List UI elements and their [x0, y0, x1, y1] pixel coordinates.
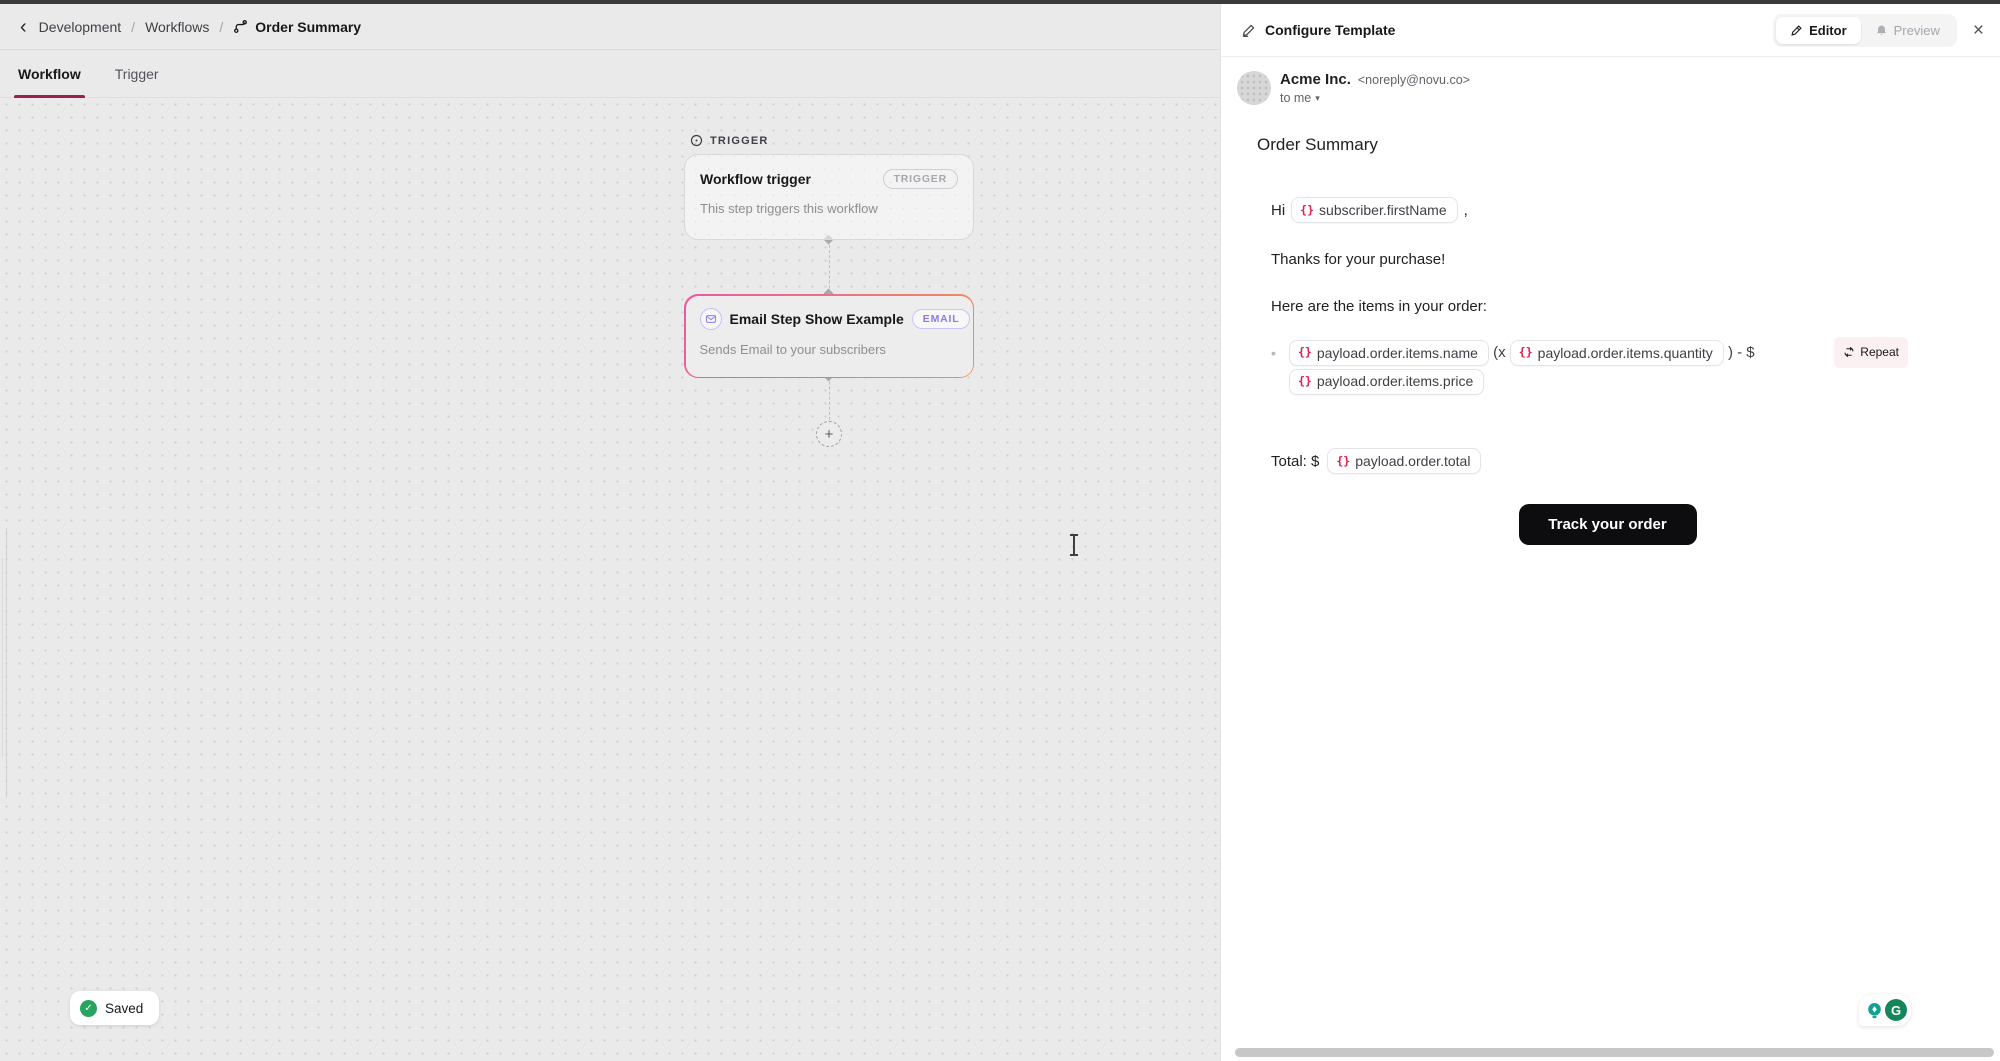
total-line	[1271, 448, 1944, 474]
workflow-route-icon	[233, 19, 248, 34]
email-node-title: Email Step Show Example	[729, 310, 904, 327]
variable-name: payload.order.items.price	[1316, 373, 1474, 390]
saved-status-badge	[70, 991, 159, 1025]
text-cursor	[1068, 534, 1080, 556]
editor-preview-toggle	[1773, 14, 1957, 47]
sender-address: <noreply@novu.co>	[1357, 73, 1470, 87]
tab-trigger[interactable]: Trigger	[114, 65, 159, 82]
chevron-down-icon: ▾	[1315, 92, 1320, 103]
trigger-section-label	[690, 134, 769, 147]
breadcrumb-current-label: Order Summary	[255, 18, 362, 35]
item-close-text: ) - $	[1727, 344, 1755, 361]
grammarly-logo-icon: G	[1885, 999, 1907, 1021]
variable-name: payload.order.items.name	[1316, 344, 1478, 361]
list-item	[1271, 339, 1944, 396]
grammarly-widget[interactable]	[1859, 994, 1911, 1026]
variable-braces-icon: {}	[1300, 203, 1315, 217]
recipient-dropdown[interactable]	[1280, 91, 1470, 105]
repeat-label: Repeat	[1860, 345, 1899, 359]
canvas-tab-bar	[0, 50, 1220, 98]
sender-name: Acme Inc.	[1280, 71, 1351, 88]
workflow-canvas[interactable]	[0, 98, 1220, 1061]
repeat-block-badge[interactable]	[1834, 337, 1908, 368]
variable-braces-icon: {}	[1518, 345, 1533, 360]
email-node-description: Sends Email to your subscribers	[699, 341, 886, 357]
breadcrumb-separator: /	[219, 18, 224, 35]
workflow-canvas-area	[0, 4, 1220, 1061]
variable-pill-item-name[interactable]	[1289, 340, 1489, 366]
variable-pill-item-price[interactable]	[1289, 369, 1484, 395]
greeting-line	[1271, 197, 1944, 223]
preview-tab-label: Preview	[1893, 22, 1940, 38]
bullet-icon: •	[1271, 345, 1276, 361]
editor-tab[interactable]	[1776, 17, 1861, 44]
trigger-node-title: Workflow trigger	[700, 171, 811, 187]
canvas-artifact-line	[6, 528, 7, 798]
back-chevron-icon[interactable]: ‹	[20, 15, 27, 38]
canvas-artifact-line	[2, 558, 3, 758]
close-icon[interactable]: ×	[1972, 19, 1984, 41]
track-order-button[interactable]: Track your order	[1519, 504, 1697, 545]
email-body-editor[interactable]	[1271, 197, 1944, 545]
panel-header	[1221, 4, 2000, 57]
email-sender-header	[1221, 57, 2000, 105]
email-subject: Order Summary	[1257, 135, 1378, 154]
variable-braces-icon: {}	[1298, 373, 1312, 388]
greeting-prefix: Hi	[1271, 201, 1286, 219]
preview-tab[interactable]	[1861, 17, 1954, 44]
editor-tab-label: Editor	[1809, 22, 1847, 38]
configure-template-panel	[1220, 4, 2000, 1061]
paragraph-thanks: Thanks for your purchase!	[1271, 251, 1446, 268]
trigger-node-badge: TRIGGER	[883, 169, 958, 189]
variable-name: payload.order.items.quantity	[1537, 344, 1713, 361]
editor-pen-icon	[1790, 24, 1803, 37]
saved-label: Saved	[105, 1000, 144, 1016]
variable-braces-icon: {}	[1336, 454, 1351, 468]
email-envelope-icon	[700, 308, 722, 330]
plus-icon: +	[824, 425, 834, 443]
tab-workflow[interactable]: Workflow	[18, 50, 81, 97]
greeting-suffix: ,	[1463, 201, 1468, 219]
order-items-list	[1271, 339, 1944, 396]
variable-pill-item-quantity[interactable]	[1510, 340, 1724, 366]
breadcrumb	[0, 4, 1220, 50]
trigger-node-description: This step triggers this workflow	[700, 201, 878, 216]
target-icon	[690, 134, 703, 147]
variable-pill-total[interactable]	[1327, 448, 1481, 474]
variable-pill-firstname[interactable]	[1291, 197, 1457, 223]
workflow-trigger-node[interactable]	[684, 154, 974, 240]
bell-icon	[1875, 24, 1888, 37]
panel-title: Configure Template	[1265, 22, 1396, 38]
edit-pencil-icon	[1241, 23, 1256, 38]
paragraph-items-intro: Here are the items in your order:	[1271, 298, 1487, 315]
sender-avatar	[1237, 71, 1271, 105]
variable-braces-icon: {}	[1298, 345, 1312, 360]
email-node-badge: EMAIL	[912, 309, 971, 329]
check-circle-icon: ✓	[80, 1000, 97, 1017]
variable-name: subscriber.firstName	[1319, 202, 1447, 218]
breadcrumb-item-workflows[interactable]: Workflows	[145, 18, 210, 35]
breadcrumb-separator: /	[131, 18, 136, 35]
repeat-loop-icon	[1843, 346, 1855, 358]
item-open-text: (x	[1493, 344, 1506, 361]
add-step-button[interactable]	[816, 421, 842, 447]
breadcrumb-item-development[interactable]: Development	[38, 18, 122, 35]
variable-name: payload.order.total	[1355, 453, 1471, 469]
horizontal-scrollbar[interactable]	[1235, 1048, 1994, 1057]
email-step-node[interactable]	[684, 294, 974, 378]
lightbulb-icon	[1865, 1001, 1884, 1020]
trigger-section-text: TRIGGER	[710, 134, 769, 147]
total-prefix: Total: $	[1271, 452, 1320, 470]
recipient-label: to me	[1280, 91, 1312, 105]
breadcrumb-item-current	[233, 19, 361, 35]
